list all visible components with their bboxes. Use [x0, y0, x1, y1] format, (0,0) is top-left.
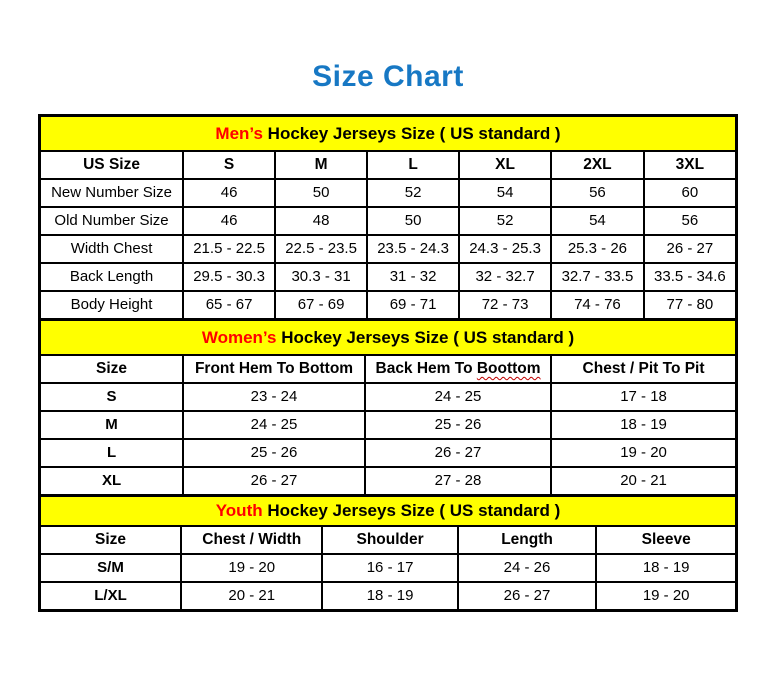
size-value: 54 — [459, 179, 551, 207]
column-header: US Size — [40, 151, 184, 179]
size-value: 24 - 25 — [365, 383, 551, 411]
size-value: 26 - 27 — [458, 582, 597, 611]
size-value: 74 - 76 — [551, 291, 644, 320]
men-data-row — [40, 207, 737, 235]
women-data-row — [40, 439, 737, 467]
row-label: L — [40, 439, 184, 467]
size-value: 77 - 80 — [644, 291, 737, 320]
column-header: Chest / Pit To Pit — [551, 355, 736, 383]
size-value: 52 — [459, 207, 551, 235]
men-data-row — [40, 235, 737, 263]
column-header: Front Hem To Bottom — [183, 355, 365, 383]
size-value: 26 - 27 — [365, 439, 551, 467]
size-value: 29.5 - 30.3 — [183, 263, 275, 291]
row-label: Body Height — [40, 291, 184, 320]
row-label: New Number Size — [40, 179, 184, 207]
size-value: 22.5 - 23.5 — [275, 235, 367, 263]
size-value: 23.5 - 24.3 — [367, 235, 459, 263]
women-caption-row — [40, 320, 737, 356]
men-header-row — [40, 151, 737, 179]
row-label: Width Chest — [40, 235, 184, 263]
column-header: S — [183, 151, 275, 179]
column-header: Back Hem To Boottom — [365, 355, 551, 383]
size-value: 17 - 18 — [551, 383, 736, 411]
size-chart — [38, 114, 738, 612]
size-value: 18 - 19 — [322, 582, 457, 611]
size-value: 65 - 67 — [183, 291, 275, 320]
size-value: 20 - 21 — [551, 467, 736, 496]
size-value: 31 - 32 — [367, 263, 459, 291]
size-value: 50 — [367, 207, 459, 235]
accent-word: Youth — [215, 501, 263, 521]
size-value: 27 - 28 — [365, 467, 551, 496]
size-value: 32.7 - 33.5 — [551, 263, 644, 291]
size-value: 19 - 20 — [181, 554, 322, 582]
row-label: S/M — [40, 554, 181, 582]
caption-text: Hockey Jerseys Size ( US standard ) — [276, 327, 575, 347]
size-value: 18 - 19 — [551, 411, 736, 439]
youth-header-row — [40, 526, 737, 554]
size-value: 19 - 20 — [551, 439, 736, 467]
size-value: 67 - 69 — [275, 291, 367, 320]
men-section-title — [40, 116, 737, 152]
size-value: 19 - 20 — [596, 582, 736, 611]
size-value: 30.3 - 31 — [275, 263, 367, 291]
row-label: Old Number Size — [40, 207, 184, 235]
size-value: 52 — [367, 179, 459, 207]
size-value: 18 - 19 — [596, 554, 736, 582]
size-value: 25 - 26 — [183, 439, 365, 467]
men-data-row — [40, 291, 737, 320]
youth-data-row — [40, 582, 737, 611]
column-header: XL — [459, 151, 551, 179]
men-caption-row — [40, 116, 737, 152]
size-value: 46 — [183, 179, 275, 207]
caption-text: Hockey Jerseys Size ( US standard ) — [262, 501, 561, 521]
column-header: M — [275, 151, 367, 179]
size-value: 24.3 - 25.3 — [459, 235, 551, 263]
accent-word: Women’s — [201, 327, 277, 347]
women-data-row — [40, 383, 737, 411]
youth-size-table — [38, 494, 738, 612]
column-header: Size — [40, 526, 181, 554]
size-value: 24 - 26 — [458, 554, 597, 582]
size-value: 60 — [644, 179, 737, 207]
youth-section-title — [40, 496, 737, 527]
men-data-row — [40, 179, 737, 207]
size-value: 25.3 - 26 — [551, 235, 644, 263]
size-value: 54 — [551, 207, 644, 235]
misspelled-word: Boottom — [476, 360, 541, 378]
row-label: M — [40, 411, 184, 439]
size-value: 25 - 26 — [365, 411, 551, 439]
size-value: 56 — [551, 179, 644, 207]
womens-size-table — [38, 318, 738, 497]
accent-word: Men’s — [215, 123, 263, 143]
row-label: Back Length — [40, 263, 184, 291]
size-value: 32 - 32.7 — [459, 263, 551, 291]
men-data-row — [40, 263, 737, 291]
caption-text: Hockey Jerseys Size ( US standard ) — [262, 123, 561, 143]
size-value: 16 - 17 — [322, 554, 457, 582]
column-header: Length — [458, 526, 597, 554]
size-value: 48 — [275, 207, 367, 235]
column-header: L — [367, 151, 459, 179]
column-header: Sleeve — [596, 526, 736, 554]
size-value: 20 - 21 — [181, 582, 322, 611]
page-title: Size Chart — [312, 60, 464, 93]
column-header: Size — [40, 355, 184, 383]
size-value: 69 - 71 — [367, 291, 459, 320]
size-value: 50 — [275, 179, 367, 207]
youth-caption-row — [40, 496, 737, 527]
row-label: S — [40, 383, 184, 411]
youth-data-row — [40, 554, 737, 582]
size-value: 21.5 - 22.5 — [183, 235, 275, 263]
size-value: 33.5 - 34.6 — [644, 263, 737, 291]
size-value: 56 — [644, 207, 737, 235]
size-value: 72 - 73 — [459, 291, 551, 320]
row-label: L/XL — [40, 582, 181, 611]
column-header: Shoulder — [322, 526, 457, 554]
size-value: 24 - 25 — [183, 411, 365, 439]
size-value: 46 — [183, 207, 275, 235]
women-data-row — [40, 467, 737, 496]
mens-size-table — [38, 114, 738, 321]
column-header: Chest / Width — [181, 526, 322, 554]
women-header-row — [40, 355, 737, 383]
size-value: 26 - 27 — [644, 235, 737, 263]
size-value: 26 - 27 — [183, 467, 365, 496]
size-value: 23 - 24 — [183, 383, 365, 411]
column-header: 2XL — [551, 151, 644, 179]
row-label: XL — [40, 467, 184, 496]
women-data-row — [40, 411, 737, 439]
women-section-title — [40, 320, 737, 356]
column-header: 3XL — [644, 151, 737, 179]
